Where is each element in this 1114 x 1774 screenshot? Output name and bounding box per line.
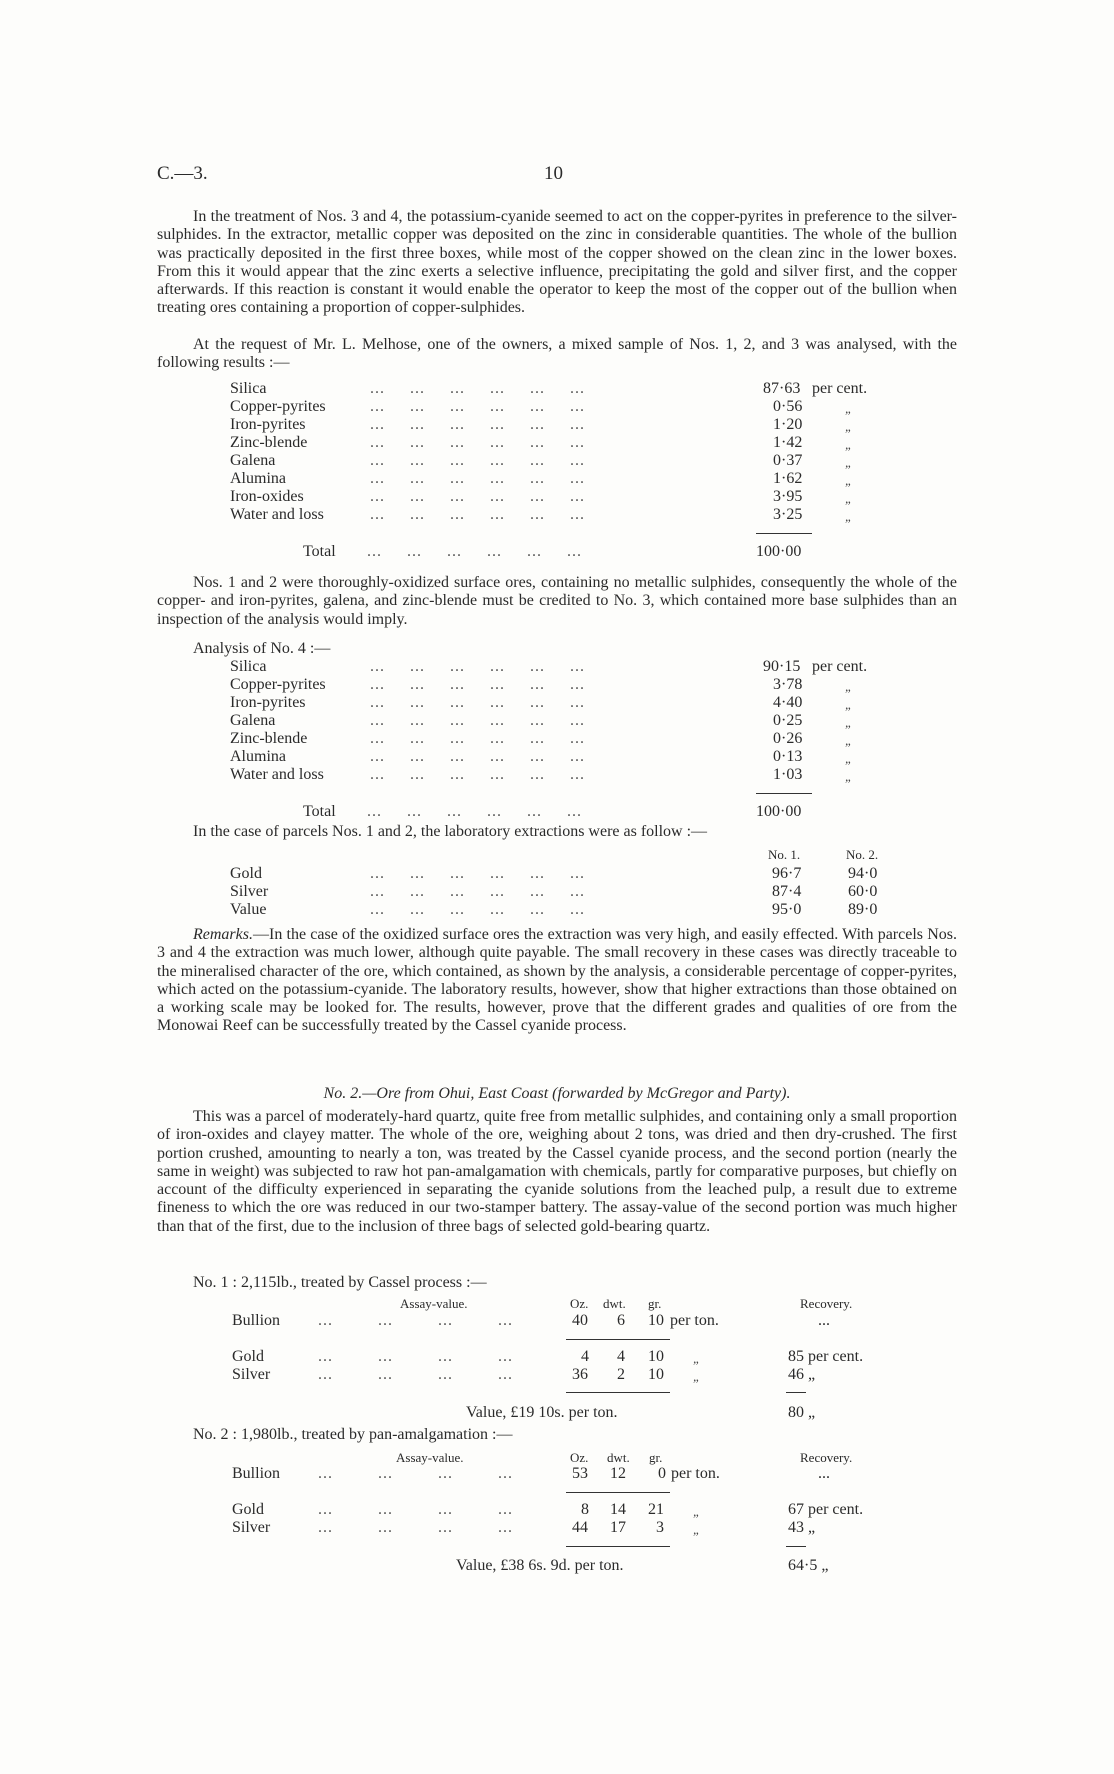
analysis-value: 3·25 <box>773 506 803 523</box>
remarks-label: Remarks. <box>193 926 253 943</box>
silver-rule <box>566 1392 670 1393</box>
ditto-mark: „ <box>845 769 853 784</box>
analysis-value: 0·37 <box>773 452 803 469</box>
analysis-value: 1·62 <box>773 470 803 487</box>
ditto-mark: „ <box>693 1504 701 1519</box>
recovery-value: ... <box>818 1312 830 1329</box>
oz-value: 8 <box>581 1501 589 1518</box>
total-label: Total <box>303 543 336 560</box>
bullion-rule <box>566 1339 670 1340</box>
analysis-row-label: Iron-pyrites <box>230 416 306 433</box>
gr-value: 10 <box>648 1312 664 1329</box>
column-header-no2: No. 2. <box>846 847 879 862</box>
silver-label: Silver <box>232 1366 271 1383</box>
analysis-total: 100·00 <box>756 803 802 820</box>
analysis-row-label: Silica <box>230 380 267 397</box>
oz-value: 40 <box>572 1312 588 1329</box>
total-rule <box>756 793 812 794</box>
analysis-row-label: Alumina <box>230 748 286 765</box>
ditto-mark: „ <box>845 733 853 748</box>
ditto-mark: „ <box>845 509 853 524</box>
dwt-header: dwt. <box>603 1296 626 1311</box>
extraction-no1-value: 95·0 <box>772 901 802 918</box>
extraction-no2-value: 94·0 <box>848 865 878 882</box>
analysis-value: 1·42 <box>773 434 803 451</box>
gr-value: 3 <box>656 1519 664 1536</box>
analysis-row-label: Galena <box>230 712 276 729</box>
gold-label: Gold <box>232 1348 264 1365</box>
analysis-value: 1·20 <box>773 416 803 433</box>
analysis-row-label: Galena <box>230 452 276 469</box>
value-per-ton: Value, £38 6s. 9d. per ton. <box>456 1557 624 1574</box>
recovery-rule <box>786 1546 806 1547</box>
gr-header: gr. <box>648 1296 662 1311</box>
dwt-value: 17 <box>610 1519 626 1536</box>
recovery-header: Recovery. <box>800 1296 853 1311</box>
analysis-row-label: Water and loss <box>230 766 324 783</box>
gold-label: Gold <box>232 1501 264 1518</box>
analysis-value: 4·40 <box>773 694 803 711</box>
extraction-no2-value: 60·0 <box>848 883 878 900</box>
analysis-heading: Analysis of No. 4 :— <box>193 640 331 657</box>
analysis-value: 90·15 <box>763 658 801 675</box>
trial-title: No. 2 : 1,980lb., treated by pan-amalgamation :— <box>193 1426 513 1443</box>
document-reference: C.—3. <box>157 163 208 184</box>
dwt-value: 14 <box>610 1501 626 1518</box>
gr-value: 0 <box>658 1465 666 1482</box>
analysis-row-label: Alumina <box>230 470 286 487</box>
paragraph-oxidized-ores: Nos. 1 and 2 were thoroughly-oxidized surface ores, containing no metallic sulphides, consequently the whole of the copper- and iron-pyrites, galena, and zinc-blende must be credited to No. 3, which contained more base sulphides than an inspection of the analysis would imply. <box>157 574 957 628</box>
assay-value-header: Assay-value. <box>396 1450 464 1465</box>
trial-title: No. 1 : 2,115lb., treated by Cassel process :— <box>193 1274 487 1291</box>
paragraph-ohui-ore: This was a parcel of moderately-hard quartz, quite free from metallic sulphides, and containing only a small proportion of iron-oxides and clayey matter. The whole of the ore, weighing about 2 tons, was dried and then dry-crushed. The first portion crushed, amounting to nearly a ton, was treated by the Cassel cyanide process, and the second portion (nearly the same in weight) was subjected to raw hot pan-amalgamation with chemicals, partly for comparative purposes, but chiefly on account of the difficulty experienced in separating the cyanide solutions from the leached pulp, a result due to extreme fineness to which the ore was reduced in our two-stamper battery. The assay-value of the second portion was much higher than that of the first, due to the inclusion of three bags of selected gold-bearing quartz. <box>157 1108 957 1235</box>
oz-value: 53 <box>572 1465 588 1482</box>
gr-value: 10 <box>648 1348 664 1365</box>
oz-header: Oz. <box>570 1450 589 1465</box>
analysis-total: 100·00 <box>756 543 802 560</box>
dwt-value: 12 <box>610 1465 626 1482</box>
gr-header: gr. <box>649 1450 663 1465</box>
analysis-value: 0·26 <box>773 730 803 747</box>
extraction-no1-value: 96·7 <box>772 865 802 882</box>
analysis-value: 0·25 <box>773 712 803 729</box>
extraction-row-label: Gold <box>230 865 262 882</box>
recovery-value: ... <box>818 1465 830 1482</box>
oz-header: Oz. <box>570 1296 589 1311</box>
gr-value: 21 <box>648 1501 664 1518</box>
ditto-mark: „ <box>693 1522 701 1537</box>
remarks-text: —In the case of the oxidized surface ores the extraction was very high, and easily effected. With parcels Nos. 3 and 4 the extraction was much lower, although quite payable. The small recovery in these cases was directly traceable to the mineralised character of the ore, which contained, as shown by the analysis, a considerable percentage of copper-pyrites, which acted on the potassium-cyanide. The laboratory results, however, show that higher extractions than those obtained on a working scale may be looked for. The results, however, prove that the different grades and qualities of ore from the Monowai Reef can be successfully treated by the Cassel cyanide process. <box>157 926 957 1035</box>
ditto-mark: „ <box>845 473 853 488</box>
analysis-value: 3·78 <box>773 676 803 693</box>
dwt-value: 4 <box>617 1348 625 1365</box>
ditto-mark: „ <box>845 679 853 694</box>
analysis-row-label: Copper-pyrites <box>230 398 326 415</box>
ditto-mark: „ <box>845 751 853 766</box>
ditto-mark: „ <box>845 401 853 416</box>
analysis-value: 1·03 <box>773 766 803 783</box>
oz-value: 44 <box>572 1519 588 1536</box>
analysis-value: 0·56 <box>773 398 803 415</box>
unit-label: per ton. <box>671 1465 720 1482</box>
total-rule <box>756 533 812 534</box>
oz-value: 36 <box>572 1366 588 1383</box>
analysis-unit: per cent. <box>812 658 868 675</box>
analysis-row-label: Copper-pyrites <box>230 676 326 693</box>
total-label: Total <box>303 803 336 820</box>
column-header-no1: No. 1. <box>768 847 801 862</box>
analysis-row-label: Iron-oxides <box>230 488 304 505</box>
analysis-value: 3·95 <box>773 488 803 505</box>
analysis-row-label: Iron-pyrites <box>230 694 306 711</box>
analysis-value: 0·13 <box>773 748 803 765</box>
dwt-value: 6 <box>617 1312 625 1329</box>
ditto-mark: „ <box>845 491 853 506</box>
dwt-header: dwt. <box>607 1450 630 1465</box>
recovery-rule <box>786 1392 806 1393</box>
ditto-mark: „ <box>693 1369 701 1384</box>
oz-value: 4 <box>581 1348 589 1365</box>
bullion-rule <box>566 1492 670 1493</box>
paragraph-melhose-request: At the request of Mr. L. Melhose, one of the owners, a mixed sample of Nos. 1, 2, and 3 was analysed, with the following results :— <box>157 336 957 372</box>
total-recovery: 80 „ <box>788 1404 816 1421</box>
recovery-header: Recovery. <box>800 1450 853 1465</box>
extraction-intro: In the case of parcels Nos. 1 and 2, the laboratory extractions were as follow :— <box>193 823 708 840</box>
section-heading: No. 2.—Ore from Ohui, East Coast (forwarded by McGregor and Party). <box>323 1085 791 1102</box>
bullion-label: Bullion <box>232 1465 281 1482</box>
extraction-row-label: Value <box>230 901 267 918</box>
recovery-value: 46 „ <box>788 1366 816 1383</box>
recovery-value: 85 per cent. <box>788 1348 864 1365</box>
paragraph-remarks <box>157 926 957 1036</box>
analysis-row-label: Zinc-blende <box>230 434 308 451</box>
unit-label: per ton. <box>670 1312 719 1329</box>
extraction-no2-value: 89·0 <box>848 901 878 918</box>
analysis-unit: per cent. <box>812 380 868 397</box>
recovery-value: 43 „ <box>788 1519 816 1536</box>
total-recovery: 64·5 „ <box>788 1557 829 1574</box>
document-page: C.—3. 10 In the treatment of Nos. 3 and 4, the potassium-cyanide seemed to act on the copper-pyrites in preference to the silver-sulphides. In the extractor, metallic copper was deposited on the zinc in considerable quantities. The whole of the bullion was practically deposited in the first three boxes, while most of the copper showed on the clean zinc in the lower boxes. From this it would appear that the zinc exerts a selective influence, precipitating the gold and silver first, and the copper afterwards. If this reaction is constant it would enable the operator to keep the most of the copper out of the bullion when treating ores containing a proportion of copper-sulphides. At the request of Mr. L. Melhose, one of the owners, a mixed sample of Nos. 1, 2, and 3 was analysed, with the following results :— Silica Copper-pyrites Iron-pyrites Zinc-blende Galena Alumina Iron-oxides Water and loss ... ... ... ... ... ... ... ... ... ... ... ... ... ... ... ... ... ... ... ... ... ... ... ... ... ... ... ... ... ... ... ... ... ... ... ... ... ... ... ... ... ... ... ... ... ... ... ... 87·63 0·56 1·20 1·42 0·37 1·62 3·95 3·25 per cent. „ „ „ „ „ „ „ Total ... ... ... ... ... ... 100·00 Nos. 1 and 2 were thoroughly-oxidized surface ores, containing no metallic sulphides, consequently the whole of the copper- and iron-pyrites, galena, and zinc-blende must be credited to No. 3, which contained more base sulphides than an inspection of the analysis would imply. Analysis of No. 4 :— Silica Copper-pyrites Iron-pyrites Galena Zinc-blende Alumina Water and loss ... ... ... ... ... ... ... ... ... ... ... ... ... ... ... ... ... ... ... ... ... ... ... ... ... ... ... ... ... ... ... ... ... ... ... ... ... ... ... ... ... ... 90·15 3·78 4·40 0·25 0·26 0·13 1·03 per cent. „ „ „ „ „ „ Total ... ... ... ... ... ... 100·00 In the case of parcels Nos. 1 and 2, the laboratory extractions were as follow :— No. 1. No. 2. Gold Silver Value ... ... ... ... ... ... ... ... ... ... ... ... ... ... ... ... ... ... 96·7 87·4 95·0 94·0 60·0 89·0 Remarks.—In the case of the oxidized surface ores the extraction was very high, and easily effected. With parcels Nos. 3 and 4 the extraction was much lower, although quite payable. The small recovery in these cases was directly traceable to the mineralised character of the ore, which contained, as shown by the analysis, a considerable percentage of copper-pyrites, which acted on the potassium-cyanide. The laboratory results, however, show that higher extractions than those obtained on a working scale may be looked for. The results, however, prove that the different grades and qualities of ore from the Monowai Reef can be successfully treated by the Cassel cyanide process. No. 2.—Ore from Ohui, East Coast (forwarded by McGregor and Party). This was a parcel of moderately-hard quartz, quite free from metallic sulphides, and containing only a small proportion of iron-oxides and clayey matter. The whole of the ore, weighing about 2 tons, was dried and then dry-crushed. The first portion crushed, amounting to nearly a ton, was treated by the Cassel cyanide process, and the second portion (nearly the same in weight) was subjected to raw hot pan-amalgamation with chemicals, partly for comparative purposes, but chiefly on account of the difficulty experienced in separating the cyanide solutions from the leached pulp, a result due to extreme fineness to which the ore was reduced in our two-stamper battery. The assay-value of the second portion was much higher than that of the first, due to the inclusion of three bags of selected gold-bearing quartz. No. 1 : 2,115lb., treated by Cassel process :— Assay-value. Oz. dwt. gr. Recovery. Bullion ... ... ... ... 40 6 10 per ton. ... Gold ... ... ... ... 4 4 10 „ 85 per cent. Silver ... ... ... ... 36 2 10 „ 46 „ Value, £19 10s. per ton. 80 „ No. 2 : 1,980lb., treated by pan-amalgamation :— Assay-value. Oz. dwt. gr. Recovery. Bullion ... ... ... ... 53 12 0 per ton. ... Gold ... ... ... ... 8 14 21 „ 67 per cent. Silver ... ... ... ... 44 17 3 „ 43 „ Value, £38 6s. 9d. per ton. 64·5 „ <box>157 163 957 1574</box>
ditto-mark: „ <box>845 455 853 470</box>
value-per-ton: Value, £19 10s. per ton. <box>466 1404 618 1421</box>
bullion-label: Bullion <box>232 1312 281 1329</box>
recovery-value: 67 per cent. <box>788 1501 864 1518</box>
analysis-value: 87·63 <box>763 380 801 397</box>
analysis-row-label: Silica <box>230 658 267 675</box>
extraction-no1-value: 87·4 <box>772 883 802 900</box>
silver-label: Silver <box>232 1519 271 1536</box>
extraction-row-label: Silver <box>230 883 269 900</box>
ditto-mark: „ <box>845 437 853 452</box>
gr-value: 10 <box>648 1366 664 1383</box>
ditto-mark: „ <box>845 697 853 712</box>
ditto-mark: „ <box>693 1351 701 1366</box>
analysis-row-label: Water and loss <box>230 506 324 523</box>
ditto-mark: „ <box>845 715 853 730</box>
dwt-value: 2 <box>617 1366 625 1383</box>
page-number: 10 <box>544 163 563 184</box>
paragraph-copper-treatment: In the treatment of Nos. 3 and 4, the potassium-cyanide seemed to act on the copper-pyrites in preference to the silver-sulphides. In the extractor, metallic copper was deposited on the zinc in considerable quantities. The whole of the bullion was practically deposited in the first three boxes, while most of the copper showed on the clean zinc in the lower boxes. From this it would appear that the zinc exerts a selective influence, precipitating the gold and silver first, and the copper afterwards. If this reaction is constant it would enable the operator to keep the most of the copper out of the bullion when treating ores containing a proportion of copper-sulphides. <box>157 208 957 317</box>
analysis-row-label: Zinc-blende <box>230 730 308 747</box>
silver-rule <box>566 1546 670 1547</box>
assay-value-header: Assay-value. <box>400 1296 468 1311</box>
ditto-mark: „ <box>845 419 853 434</box>
